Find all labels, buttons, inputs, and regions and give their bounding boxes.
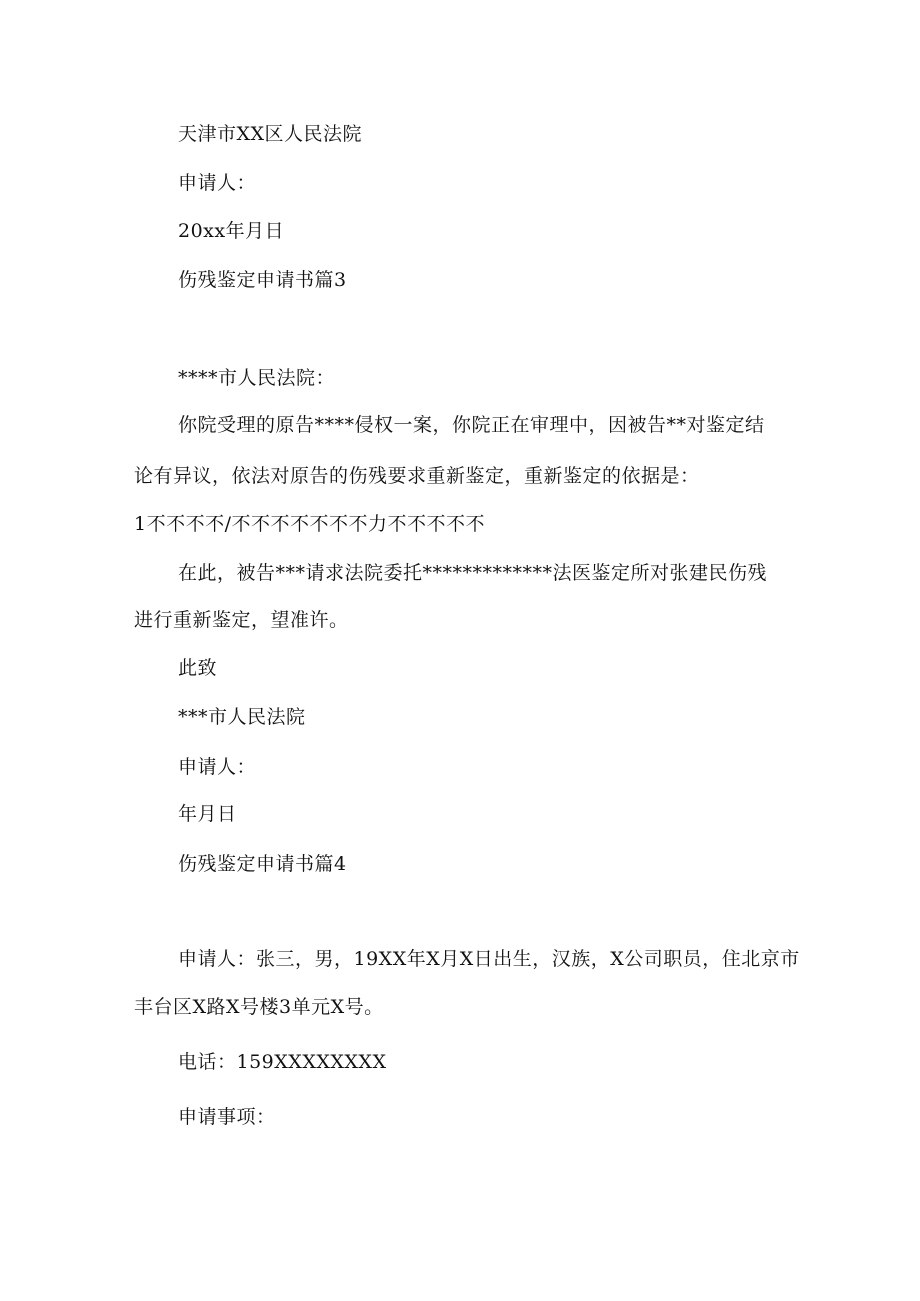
body-paragraph-line: 论有异议，依法对原告的伤残要求重新鉴定，重新鉴定的依据是：: [134, 465, 700, 487]
applicant-label: 申请人：: [178, 172, 257, 194]
section-heading-4: 伤残鉴定申请书篇4: [178, 853, 347, 875]
date-line: 年月日: [178, 803, 237, 825]
date-line: 20xx年月日: [178, 220, 285, 242]
section-heading-3: 伤残鉴定申请书篇3: [178, 269, 347, 291]
applicant-info-line: 申请人：张三，男，19XX年X月X日出生，汉族，X公司职员，住北京市: [178, 948, 800, 970]
phone-line: 电话：159XXXXXXXX: [178, 1051, 387, 1073]
court-name: 天津市XX区人民法院: [178, 123, 363, 145]
recipient-court: ***市人民法院: [178, 706, 306, 728]
closing-salutation: 此致: [178, 657, 218, 679]
body-paragraph-line: 在此，被告***请求法院委托*************法医鉴定所对张建民伤残: [178, 562, 768, 584]
applicant-info-line: 丰台区X路X号楼3单元X号。: [134, 996, 384, 1018]
body-paragraph-line: 你院受理的原告****侵权一案，你院正在审理中，因被告**对鉴定结: [178, 414, 765, 436]
basis-line: 1不不不不/不不不不不不不力不不不不不: [134, 513, 485, 535]
applicant-label: 申请人：: [178, 756, 257, 778]
body-paragraph-line: 进行重新鉴定，望准许。: [134, 609, 349, 631]
addressee: ****市人民法院：: [178, 367, 336, 389]
request-items-label: 申请事项：: [178, 1106, 276, 1128]
